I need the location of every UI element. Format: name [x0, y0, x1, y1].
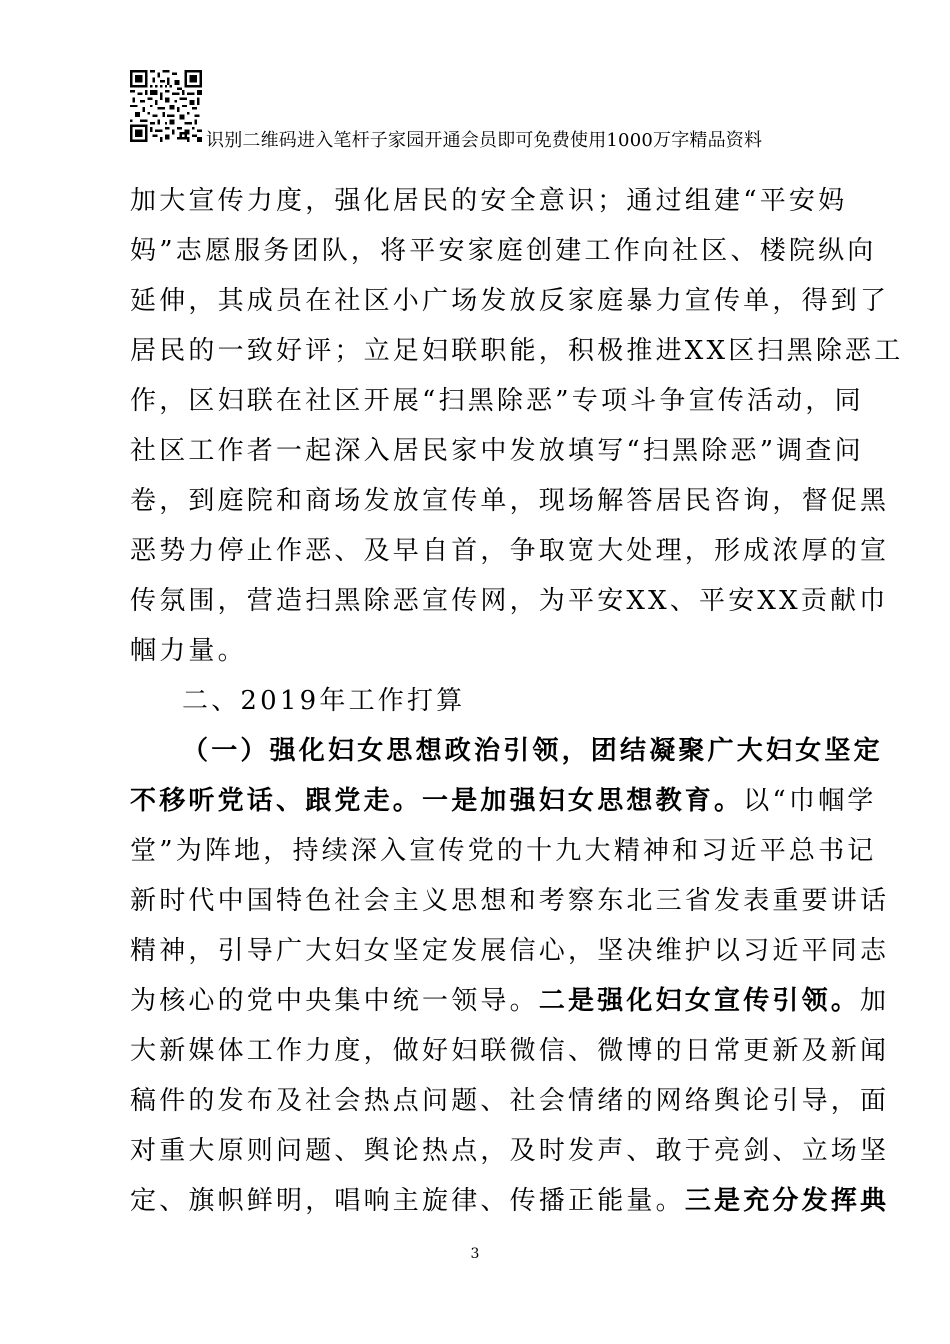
paragraph-line: 对重大原则问题、舆论热点，及时发声、敢于亮剑、立场坚 [130, 1136, 890, 1166]
text-run: 定、旗帜鲜明，唱响主旋律、传播正能量。 [130, 1186, 685, 1216]
paragraph-line [130, 1176, 890, 1226]
paragraph-line: 新时代中国特色社会主义思想和考察东北三省发表重要讲话 [130, 886, 890, 916]
header-promo-text: 识别二维码进入笔杆子家园开通会员即可免费使用1000万字精品资料 [206, 130, 763, 151]
text-run: 为核心的党中央集中统一领导。 [130, 986, 539, 1016]
bold-run: 二是强化妇女宣传引领。 [538, 986, 861, 1016]
paragraph-line: 传氛围，营造扫黑除恶宣传网，为平安XX、平安XX贡献巾 [130, 586, 889, 616]
paragraph-line: （一）强化妇女思想政治引领，团结凝聚广大妇女坚定 [182, 736, 883, 766]
paragraph-line: 居民的一致好评；立足妇联职能，积极推进XX区扫黑除恶工 [130, 336, 904, 366]
paragraph-line [130, 976, 890, 1026]
text-run: 加 [860, 986, 890, 1016]
paragraph-line: 恶势力停止作恶、及早自首，争取宽大处理，形成浓厚的宣 [130, 536, 890, 566]
paragraph-line: 帼力量。 [130, 636, 247, 666]
paragraph-line: 精神，引导广大妇女坚定发展信心，坚决维护以习近平同志 [130, 936, 890, 966]
qr-code-icon [130, 70, 202, 142]
text-run: 以“巾帼学 [743, 786, 877, 816]
paragraph-line: 卷，到庭院和商场发放宣传单，现场解答居民咨询，督促黑 [130, 486, 890, 516]
paragraph-line: 稿件的发布及社会热点问题、社会情绪的网络舆论引导，面 [130, 1086, 890, 1116]
bold-run: 不移听党话、跟党走。一是加强妇女思想教育。 [130, 786, 744, 816]
bold-run: 三是充分发挥典 [684, 1186, 890, 1216]
paragraph-line: 作，区妇联在社区开展“扫黑除恶”专项斗争宣传活动，同 [130, 386, 864, 416]
paragraph-line: 大新媒体工作力度，做好妇联微信、微博的日常更新及新闻 [130, 1036, 890, 1066]
paragraph-line: 社区工作者一起深入居民家中发放填写“扫黑除恶”调查问 [130, 436, 864, 466]
paragraph-line: 妈”志愿服务团队，将平安家庭创建工作向社区、楼院纵向 [130, 236, 877, 266]
paragraph-line: 延伸，其成员在社区小广场发放反家庭暴力宣传单，得到了 [130, 286, 890, 316]
paragraph-line [130, 776, 877, 826]
paragraph-line: 堂”为阵地，持续深入宣传党的十九大精神和习近平总书记 [130, 836, 877, 866]
paragraph-line: 加大宣传力度，强化居民的安全意识；通过组建“平安妈 [130, 186, 848, 216]
document-header [130, 70, 830, 150]
page-number: 3 [470, 1246, 480, 1262]
section-heading: 二、2019年工作打算 [182, 686, 466, 716]
document-body [130, 176, 904, 1226]
